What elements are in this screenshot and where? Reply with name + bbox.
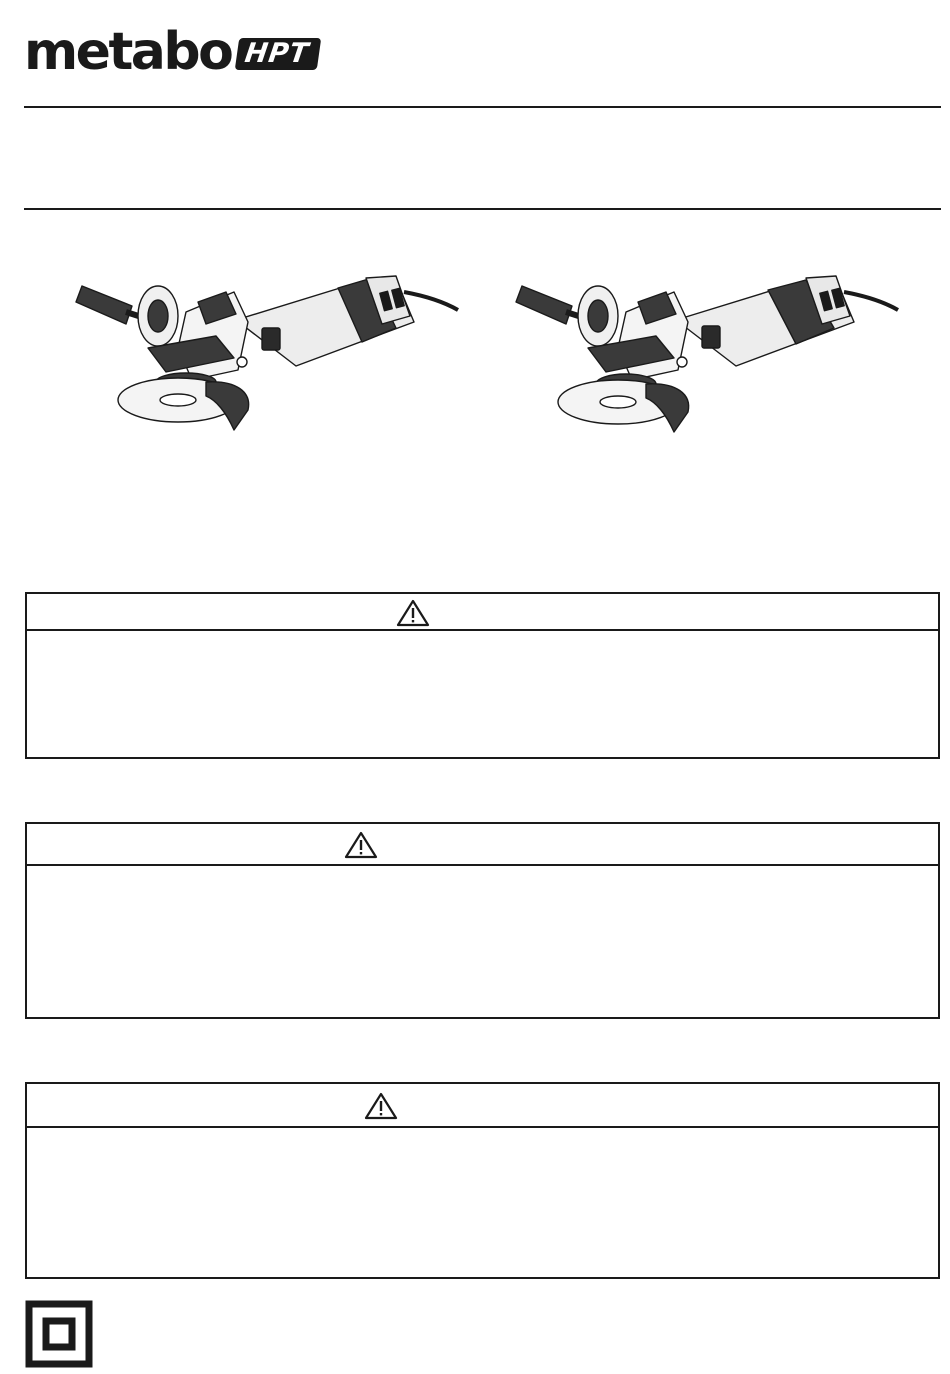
angle-grinder-illustration-left	[66, 262, 466, 440]
warning-triangle-icon	[396, 599, 430, 627]
warning-box-1	[25, 592, 940, 759]
brand-logo	[24, 22, 319, 82]
logo-hpt-badge: HPT	[235, 38, 321, 70]
angle-grinder-illustration-right	[506, 262, 906, 440]
warning-box-2-header	[27, 824, 938, 866]
top-divider	[24, 106, 941, 108]
warning-triangle-icon	[364, 1092, 398, 1120]
warning-triangle-icon	[344, 831, 378, 859]
double-insulation-symbol-icon	[25, 1300, 93, 1368]
warning-box-1-header	[27, 594, 938, 631]
second-divider	[24, 208, 941, 210]
logo-wordmark: metabo	[24, 22, 232, 82]
warning-box-2	[25, 822, 940, 1019]
warning-box-3-header	[27, 1084, 938, 1128]
warning-box-3	[25, 1082, 940, 1279]
